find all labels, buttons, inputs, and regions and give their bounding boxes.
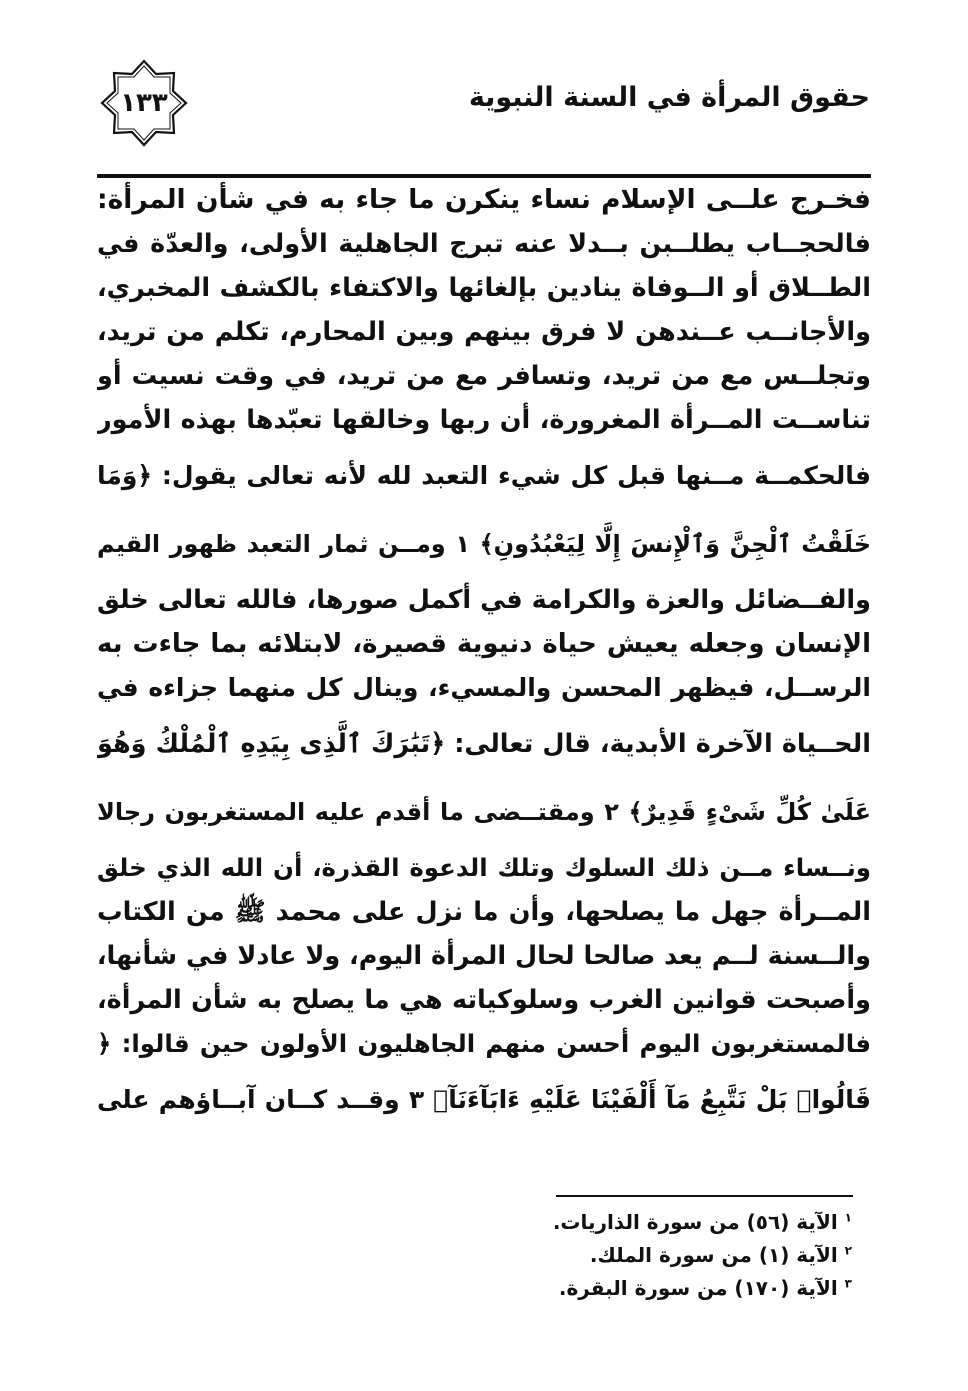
footnotes [352, 1206, 852, 1305]
footnote-marker: ١ [844, 1210, 852, 1225]
footnote-text: الآية (١٧٠) من سورة البقرة. [558, 1276, 838, 1300]
footnote-marker: ٢ [844, 1243, 852, 1258]
page-number: ١٣٣ [120, 88, 168, 118]
footnote-text: الآية (١) من سورة الملك. [589, 1243, 838, 1267]
text-line: المــرأة جهل ما يصلحها، وأن ما نزل على محمد ﷺ من الكتاب [97, 897, 871, 927]
footnote-text: الآية (٥٦) من سورة الذاريات. [552, 1210, 838, 1234]
text-line: ونــساء مــن ذلك السلوك وتلك الدعوة القذرة، أن الله الذي خلق [97, 853, 871, 882]
text-line: وتجلــس مع من تريد، وتسافر مع من تريد، في وقت نسيت أو [97, 361, 871, 391]
text-line-quran: عَلَىٰ كُلِّ شَىْءٍ قَدِيرٌ﴾ ٢ ومقتــضى ما أقدم عليه المستغربون رجالا [97, 798, 871, 826]
text-line: والــسنة لــم يعد صالحا لحال المرأة اليوم، ولا عادلا في شأنها، [97, 941, 871, 971]
text-line: والفــضائل والعزة والكرامة في أكمل صورها، فالله تعالى خلق [97, 585, 871, 615]
text-line: الطــلاق أو الــوفاة ينادين بإلغائها والاكتفاء بالكشف المخبري، [97, 273, 871, 303]
footnote-item [352, 1272, 852, 1305]
text-line: الإنسان وجعله يعيش حياة دنيوية قصيرة، لابتلائه بما جاءت به [97, 629, 871, 659]
text-line: فالمستغربون اليوم أحسن منهم الجاهليون الأولون حين قالوا: ﴿ [97, 1029, 871, 1058]
footnote-item [352, 1239, 852, 1272]
text-line-quran: الحــياة الآخرة الأبدية، قال تعالى: ﴿تَبَٰرَكَ ٱلَّذِى بِيَدِهِ ٱلْمُلْكُ وَهُوَ [97, 729, 871, 759]
text-line: وأصبحت قوانين الغرب وسلوكياته هي ما يصلح به شأن المرأة، [97, 985, 871, 1015]
main-text [97, 178, 871, 1134]
footnote-marker: ٣ [844, 1276, 852, 1291]
page-number-badge [98, 57, 190, 149]
text-line-quran: قَالُوا۟ بَلْ نَتَّبِعُ مَآ أَلْفَيْنَا عَلَيْهِ ءَابَآءَنَآ﴾ ٣ وقــد كــان آبــاؤهم على [97, 1085, 871, 1114]
footnote-divider [556, 1195, 853, 1197]
text-line: فالحكمــة مــنها قبل كل شيء التعبد لله لأنه تعالى يقول: ﴿وَمَا [97, 461, 871, 490]
text-line: فخـرج علــى الإسلام نساء ينكرن ما جاء به في شأن المرأة: [97, 184, 871, 215]
footnote-item [352, 1206, 852, 1239]
text-line: تناســت المــرأة المغرورة، أن ربها وخالقها تعبّدها بهذه الأمور [97, 405, 871, 435]
text-line-quran: خَلَقْتُ ٱلْجِنَّ وَٱلْإِنسَ إِلَّا لِيَعْبُدُونِ﴾ ١ ومــن ثمار التعبد ظهور القيم [97, 530, 871, 558]
text-line: فالحجــاب يطلــبن بــدلا عنه تبرج الجاهلية الأولى، والعدّة في [97, 229, 871, 259]
running-header-title: حقوق المرأة في السنة النبوية [468, 82, 870, 113]
text-line: والأجانــب عــندهن لا فرق بينهم وبين المحارم، تكلم من تريد، [97, 317, 871, 347]
text-line: الرســل، فيظهر المحسن والمسيء، وينال كل منهما جزاءه في [97, 673, 871, 702]
